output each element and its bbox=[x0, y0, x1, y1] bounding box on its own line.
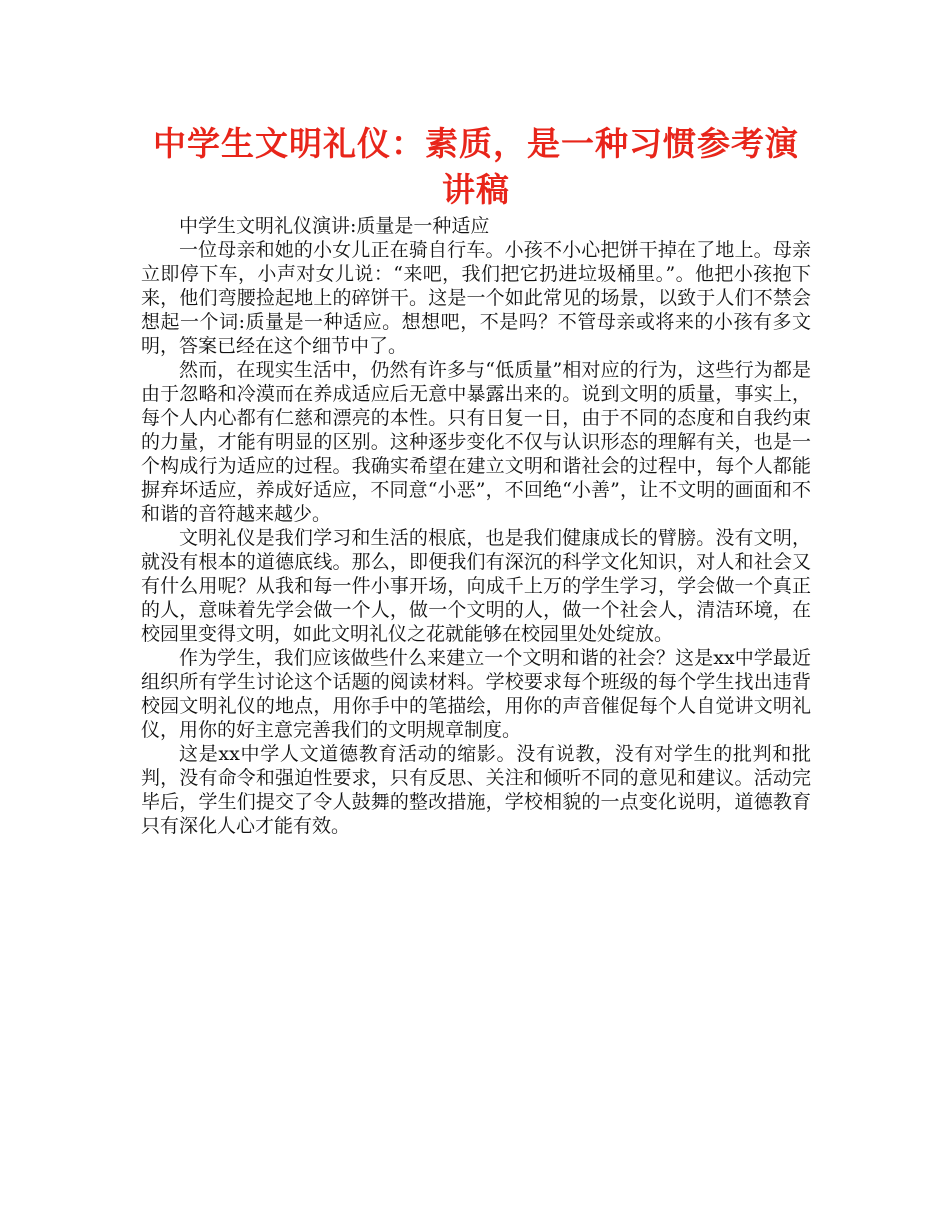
paragraph-subtitle: 中学生文明礼仪演讲:质量是一种适应 bbox=[179, 215, 490, 237]
paragraph: 文明礼仪是我们学习和生活的根底，也是我们健康成长的臂膀。没有文明，就没有根本的道德底线。那么，即便我们有深沉的科学文化知识，对人和社会又有什么用呢？从我和每一件小事开场，向成千上万的学生学习，学会做一个真正的人，意味着先学会做一个人，做一个文明的人，做一个社会人，清洁环境，在校园里变得文明，如此文明礼仪之花就能够在校园里处处绽放。 bbox=[141, 527, 811, 645]
paragraph: 一位母亲和她的小女儿正在骑自行车。小孩不小心把饼干掉在了地上。母亲立即停下车，小声对女儿说：“来吧，我们把它扔进垃圾桶里。”。他把小孩抱下来，他们弯腰捡起地上的碎饼干。这是一个如此常见的场景，以致于人们不禁会想起一个词:质量是一种适应。想想吧，不是吗？不管母亲或将来的小孩有多文明，答案已经在这个细节中了。 bbox=[141, 239, 811, 357]
document-title: 中学生文明礼仪：素质，是一种习惯参考演讲稿 bbox=[153, 124, 799, 209]
paragraph: 作为学生，我们应该做些什么来建立一个文明和谐的社会？这是xx中学最近组织所有学生讨论这个话题的阅读材料。学校要求每个班级的每个学生找出违背校园文明礼仪的地点，用你手中的笔描绘，用你的声音催促每个人自觉讲文明礼仪，用你的好主意完善我们的文明规章制度。 bbox=[141, 647, 811, 741]
document-page bbox=[141, 121, 811, 838]
paragraph: 这是xx中学人文道德教育活动的缩影。没有说教，没有对学生的批判和批判，没有命令和强迫性要求，只有反思、关注和倾听不同的意见和建议。活动完毕后，学生们提交了令人鼓舞的整改措施，学校相貌的一点变化说明，道德教育只有深化人心才能有效。 bbox=[141, 743, 811, 837]
document-body bbox=[141, 214, 811, 838]
paragraph: 然而，在现实生活中，仍然有许多与“低质量”相对应的行为，这些行为都是由于忽略和冷漠而在养成适应后无意中暴露出来的。说到文明的质量，事实上，每个人内心都有仁慈和漂亮的本性。只有日复一日，由于不同的态度和自我约束的力量，才能有明显的区别。这种逐步变化不仅与认识形态的理解有关，也是一个构成行为适应的过程。我确实希望在建立文明和谐社会的过程中，每个人都能摒弃坏适应，养成好适应，不同意“小恶”，不回绝“小善”，让不文明的画面和不和谐的音符越来越少。 bbox=[141, 359, 811, 525]
